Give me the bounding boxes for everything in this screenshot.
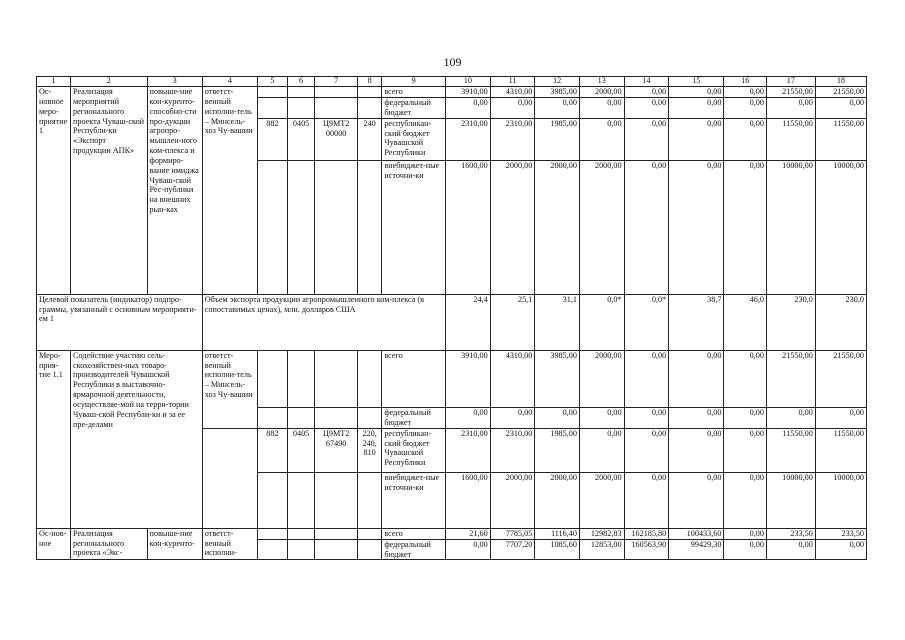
value-cell: 0,00: [815, 98, 866, 119]
table-row: [37, 528, 867, 539]
value-cell: 0,00: [579, 428, 624, 472]
value-cell: 2000,00: [535, 472, 580, 528]
value-cell: 2310,00: [490, 428, 535, 472]
value-cell: 2310,00: [490, 118, 535, 160]
value-cell: 0,00: [624, 407, 669, 428]
value-cell: 0,00: [724, 528, 767, 539]
value-cell: 2000,00: [490, 160, 535, 294]
value-cell: 10000,00: [766, 472, 815, 528]
funding-source: федеральный бюджет: [382, 539, 446, 560]
indicator-label: Целевой показатель (индикатор) подпро-граммы, увязанный с основным мероприяти-ем 1: [37, 294, 203, 350]
column-number: 12: [535, 77, 580, 87]
value-cell: 0,00: [624, 160, 669, 294]
value-cell: 1116,40: [535, 528, 580, 539]
value-cell: 7707,20: [490, 539, 535, 560]
value-cell: 0,00: [669, 350, 724, 407]
value-cell: 0,00: [815, 539, 866, 560]
value-cell: 0,00: [669, 160, 724, 294]
column-number: 5: [258, 77, 288, 87]
value-cell: 0,00: [815, 407, 866, 428]
value-cell: 2000,00: [535, 160, 580, 294]
indicator-value: 46,0: [724, 294, 767, 350]
value-cell: 0,00: [724, 160, 767, 294]
column-number: 14: [624, 77, 669, 87]
value-cell: 0,00: [669, 98, 724, 119]
code-csr: Ц9МТ2 67490: [315, 428, 358, 472]
measure-name: Реализация регионального проекта «Экс-: [71, 528, 148, 560]
value-cell: 0,00: [724, 98, 767, 119]
value-cell: 0,00: [724, 539, 767, 560]
value-cell: 0,00: [490, 98, 535, 119]
value-cell: 3985,00: [535, 87, 580, 98]
value-cell: 0,00: [669, 118, 724, 160]
value-cell: 2310,00: [446, 428, 491, 472]
column-number: 1: [37, 77, 71, 87]
value-cell: 0,00: [724, 428, 767, 472]
indicator-value: 230,0: [766, 294, 815, 350]
column-number: 9: [382, 77, 446, 87]
value-cell: 7785,05: [490, 528, 535, 539]
value-cell: 0,00: [579, 98, 624, 119]
measure-goal: повыше-ние кон-куренто-способно-сти про-дукции агропро-мышлен-ного ком-плекса и формиро-вание имиджа Чуваш-ской Рес-публики на внешних рын-ках: [147, 87, 202, 295]
value-cell: 1985,00: [535, 118, 580, 160]
value-cell: 11550,00: [815, 428, 866, 472]
column-number: 3: [147, 77, 202, 87]
value-cell: 12853,00: [579, 539, 624, 560]
value-cell: 11550,00: [766, 428, 815, 472]
measure-executor: ответст-венный исполни-: [202, 528, 257, 560]
value-cell: 0,00: [669, 472, 724, 528]
value-cell: 0,00: [724, 118, 767, 160]
indicator-value: 0,0*: [579, 294, 624, 350]
column-number: 8: [357, 77, 381, 87]
indicator-value: 0,0*: [624, 294, 669, 350]
value-cell: 99429,30: [669, 539, 724, 560]
indicator-row: [37, 294, 867, 350]
indicator-value: 24,4: [446, 294, 491, 350]
value-cell: 21550,00: [815, 350, 866, 407]
value-cell: 0,00: [624, 428, 669, 472]
value-cell: 0,00: [490, 407, 535, 428]
column-number: 7: [315, 77, 358, 87]
column-number: 15: [669, 77, 724, 87]
value-cell: 233,50: [815, 528, 866, 539]
value-cell: 162185,80: [624, 528, 669, 539]
funding-source: федеральный бюджет: [382, 98, 446, 119]
value-cell: 0,00: [766, 539, 815, 560]
value-cell: 0,00: [766, 98, 815, 119]
code-grbs: 882: [258, 118, 288, 160]
value-cell: 0,00: [624, 87, 669, 98]
value-cell: 2000,00: [579, 472, 624, 528]
funding-source: республикан-ский бюджет Чувашской Республики: [382, 118, 446, 160]
value-cell: 160563,90: [624, 539, 669, 560]
value-cell: 10000,00: [815, 160, 866, 294]
value-cell: 11550,00: [766, 118, 815, 160]
column-number: 13: [579, 77, 624, 87]
indicator-value: 31,1: [535, 294, 580, 350]
indicator-name: Объем экспорта продукции агропромышленного ком-плекса (в сопоставимых ценах), млн. долларов США: [202, 294, 445, 350]
value-cell: 233,50: [766, 528, 815, 539]
value-cell: 0,00: [724, 87, 767, 98]
value-cell: 0,00: [669, 428, 724, 472]
column-number: 16: [724, 77, 767, 87]
value-cell: 3985,00: [535, 350, 580, 407]
funding-source: всего: [382, 87, 446, 98]
funding-source: внебюджет-ные источни-ки: [382, 472, 446, 528]
indicator-value: 25,1: [490, 294, 535, 350]
value-cell: 0,00: [535, 407, 580, 428]
value-cell: 3910,00: [446, 350, 491, 407]
value-cell: 0,00: [669, 87, 724, 98]
value-cell: 4310,00: [490, 350, 535, 407]
funding-source: республикан-ский бюджет Чувашской Республики: [382, 428, 446, 472]
funding-source: федеральный бюджет: [382, 407, 446, 428]
value-cell: 10000,00: [815, 472, 866, 528]
measure-name: Содействие участию сель-скохозяйствен-ных товаро-производителей Чувашской Республики в выставочно-ярмарочной деятельности, осуществляе-мой на терри-тории Чуваш-ской Республи-ки и за ее пре-делами: [71, 350, 203, 528]
value-cell: 2000,00: [579, 160, 624, 294]
value-cell: 4310,00: [490, 87, 535, 98]
column-number-row: [37, 77, 867, 87]
value-cell: 11550,00: [815, 118, 866, 160]
code-rzpr: 0405: [287, 428, 315, 472]
code-rzpr: 0405: [287, 118, 315, 160]
indicator-value: 230,0: [815, 294, 866, 350]
value-cell: 21,60: [446, 528, 491, 539]
value-cell: 0,00: [446, 407, 491, 428]
measure-name: Реализация мероприятий регионального проекта Чуваш-ской Республи-ки «Экспорт продукции АПК»: [71, 87, 148, 295]
value-cell: 0,00: [724, 407, 767, 428]
code-grbs: 882: [258, 428, 288, 472]
value-cell: 21550,00: [766, 350, 815, 407]
value-cell: 3910,00: [446, 87, 491, 98]
column-number: 18: [815, 77, 866, 87]
funding-source: всего: [382, 528, 446, 539]
value-cell: 0,00: [446, 539, 491, 560]
column-number: 10: [446, 77, 491, 87]
value-cell: 1600,00: [446, 160, 491, 294]
value-cell: 0,00: [535, 98, 580, 119]
value-cell: 0,00: [579, 118, 624, 160]
code-csr: Ц9МТ2 00000: [315, 118, 358, 160]
value-cell: 12982,83: [579, 528, 624, 539]
code-vr: 220, 240, 810: [357, 428, 381, 472]
value-cell: 0,00: [579, 407, 624, 428]
measure-executor: ответст-венный исполни-тель – Минсель-хоз Чу-вашии: [202, 350, 257, 428]
funding-source: всего: [382, 350, 446, 407]
column-number: 2: [71, 77, 148, 87]
value-cell: 10000,00: [766, 160, 815, 294]
value-cell: 100433,60: [669, 528, 724, 539]
value-cell: 0,00: [766, 407, 815, 428]
value-cell: 21550,00: [766, 87, 815, 98]
value-cell: 0,00: [446, 98, 491, 119]
indicator-value: 38,7: [669, 294, 724, 350]
value-cell: 2000,00: [490, 472, 535, 528]
value-cell: 21550,00: [815, 87, 866, 98]
column-number: 6: [287, 77, 315, 87]
value-cell: 1985,00: [535, 428, 580, 472]
column-number: 11: [490, 77, 535, 87]
funding-source: внебюджет-ные источни-ки: [382, 160, 446, 294]
value-cell: 2000,00: [579, 350, 624, 407]
value-cell: 0,00: [669, 407, 724, 428]
value-cell: 0,00: [724, 472, 767, 528]
budget-table: [36, 76, 867, 560]
value-cell: 0,00: [624, 472, 669, 528]
value-cell: 2000,00: [579, 87, 624, 98]
value-cell: 1085,60: [535, 539, 580, 560]
value-cell: 2310,00: [446, 118, 491, 160]
page-number: 109: [443, 55, 462, 69]
measure-number: Ос-нов-ное: [37, 528, 71, 560]
measure-number: Ос-новное меро-приятие 1: [37, 87, 71, 295]
column-number: 17: [766, 77, 815, 87]
value-cell: 1600,00: [446, 472, 491, 528]
value-cell: 0,00: [624, 118, 669, 160]
value-cell: 0,00: [724, 350, 767, 407]
column-number: 4: [202, 77, 257, 87]
value-cell: 0,00: [624, 98, 669, 119]
measure-goal: повыше-ние кон-куренто-: [147, 528, 202, 560]
table-row: [37, 350, 867, 407]
code-vr: 240: [357, 118, 381, 160]
measure-number: Меро-прия-тие 1.1: [37, 350, 71, 528]
measure-executor: ответст-венный исполни-тель – Минсель-хоз Чу-вашии: [202, 87, 257, 295]
value-cell: 0,00: [624, 350, 669, 407]
table-row: [37, 87, 867, 98]
